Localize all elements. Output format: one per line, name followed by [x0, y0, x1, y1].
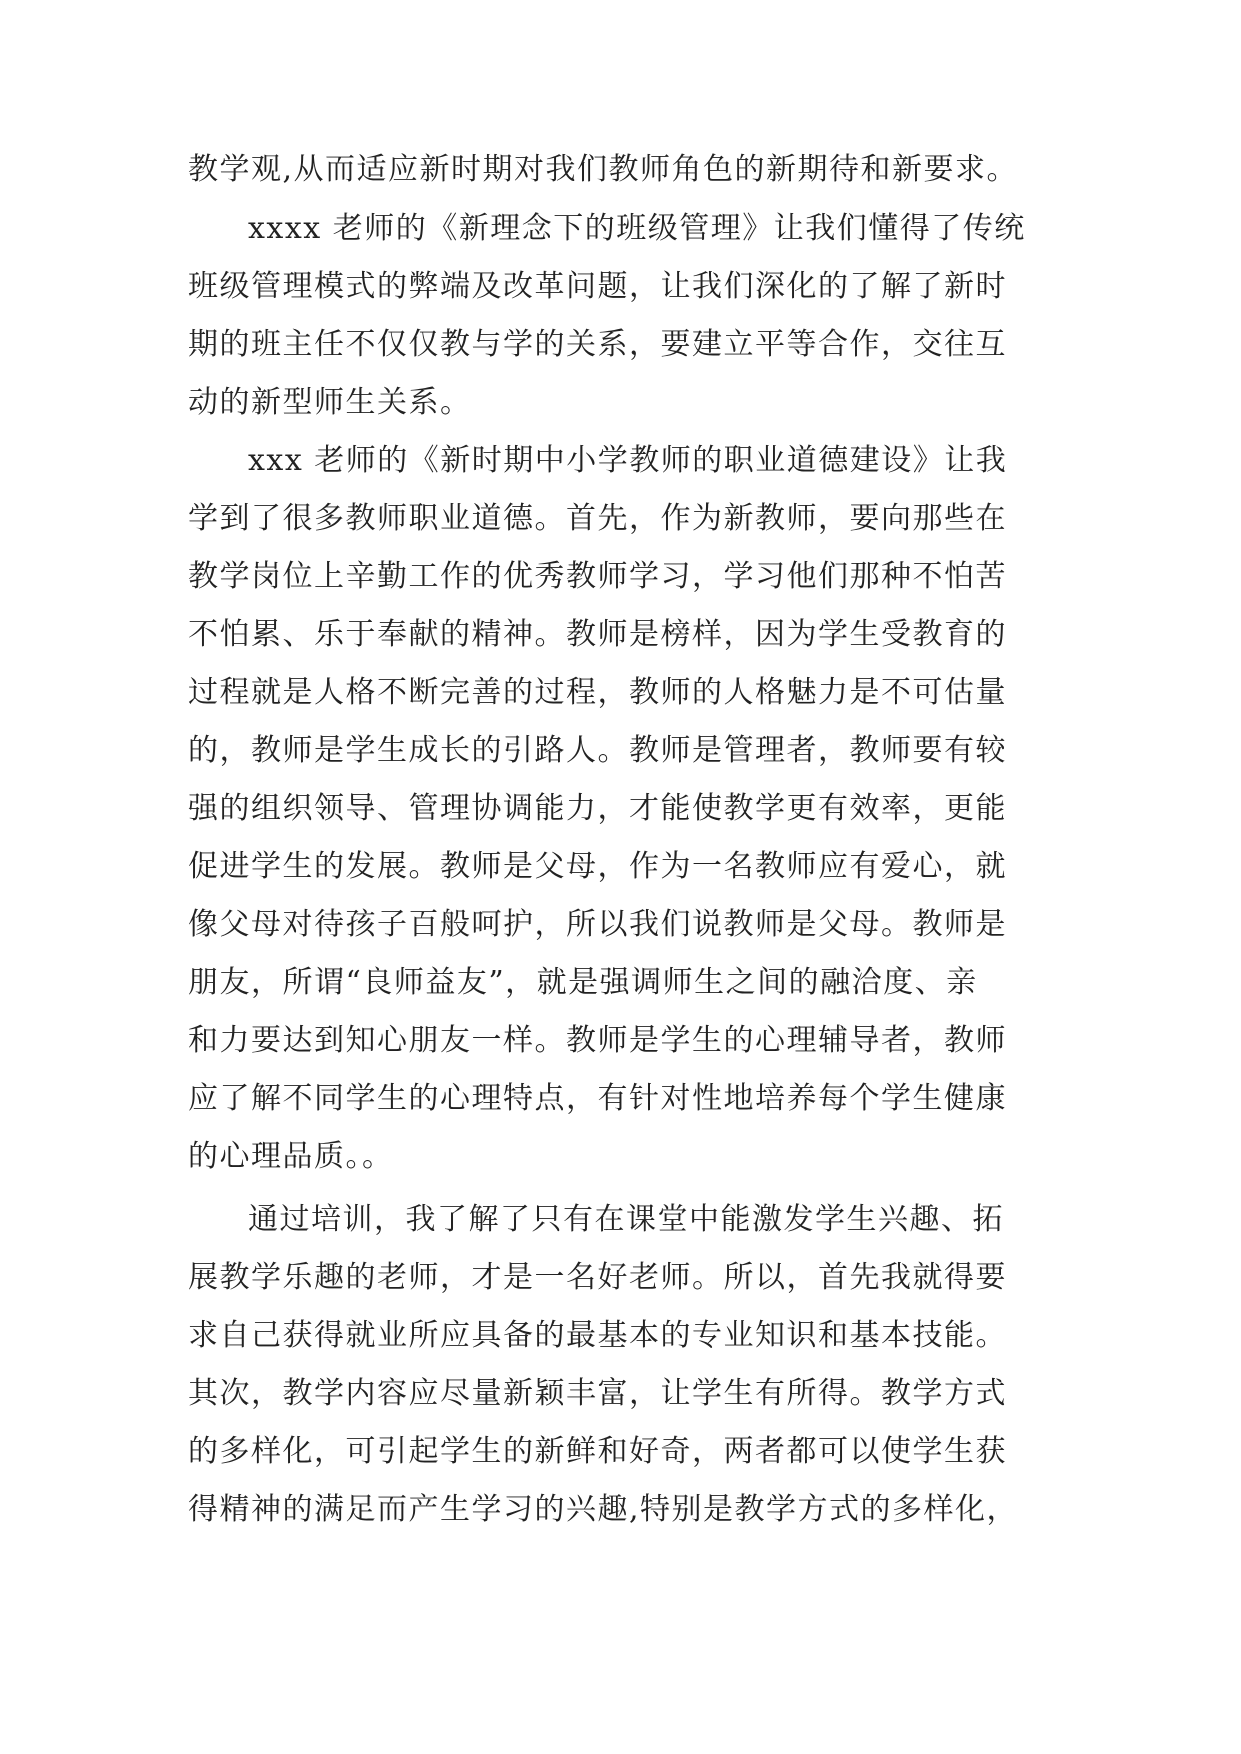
text-line: 的多样化，可引起学生的新鲜和好奇，两者都可以使学生获	[188, 1434, 1007, 1469]
text-line: 展教学乐趣的老师，才是一名好老师。所以，首先我就得要	[188, 1260, 1007, 1295]
text-line: 教学岗位上辛勤工作的优秀教师学习，学习他们那种不怕苦	[188, 559, 1007, 594]
text-line: 其次，教学内容应尽量新颖丰富，让学生有所得。教学方式	[188, 1376, 1007, 1411]
paragraph-first-line: 通过培训，我了解了只有在课堂中能激发学生兴趣、拓	[248, 1202, 1004, 1237]
text-line: 学到了很多教师职业道德。首先，作为新教师，要向那些在	[188, 501, 1007, 536]
text-line: 求自己获得就业所应具备的最基本的专业知识和基本技能。	[188, 1318, 1007, 1353]
text-line: 动的新型师生关系。	[188, 385, 472, 420]
text-line: 强的组织领导、管理协调能力，才能使教学更有效率，更能	[188, 791, 1007, 826]
text-line: 的，教师是学生成长的引路人。教师是管理者，教师要有较	[188, 733, 1007, 768]
text-line: 过程就是人格不断完善的过程，教师的人格魅力是不可估量	[188, 675, 1007, 710]
text-line: 应了解不同学生的心理特点，有针对性地培养每个学生健康	[188, 1081, 1007, 1116]
text-line: 不怕累、乐于奉献的精神。教师是榜样，因为学生受教育的	[188, 617, 1007, 652]
text-line: 朋友，所谓“良师益友”，就是强调师生之间的融洽度、亲	[188, 965, 978, 1000]
text-line: 的心理品质。。	[188, 1139, 394, 1174]
text-line: 期的班主任不仅仅教与学的关系，要建立平等合作，交往互	[188, 327, 1007, 362]
text-line: 得精神的满足而产生学习的兴趣,特别是教学方式的多样化，	[188, 1492, 1019, 1527]
paragraph-first-line: xxx 老师的《新时期中小学教师的职业道德建设》让我	[248, 443, 1008, 478]
text-line: 像父母对待孩子百般呵护，所以我们说教师是父母。教师是	[188, 907, 1007, 942]
paragraph-first-line: xxxx 老师的《新理念下的班级管理》让我们懂得了传统	[248, 211, 1026, 246]
text-line: 和力要达到知心朋友一样。教师是学生的心理辅导者，教师	[188, 1023, 1007, 1058]
text-line: 班级管理模式的弊端及改革问题，让我们深化的了解了新时	[188, 269, 1007, 304]
text-line: 促进学生的发展。教师是父母，作为一名教师应有爱心，就	[188, 849, 1007, 884]
text-line: 教学观,从而适应新时期对我们教师角色的新期待和新要求。	[188, 152, 1019, 187]
